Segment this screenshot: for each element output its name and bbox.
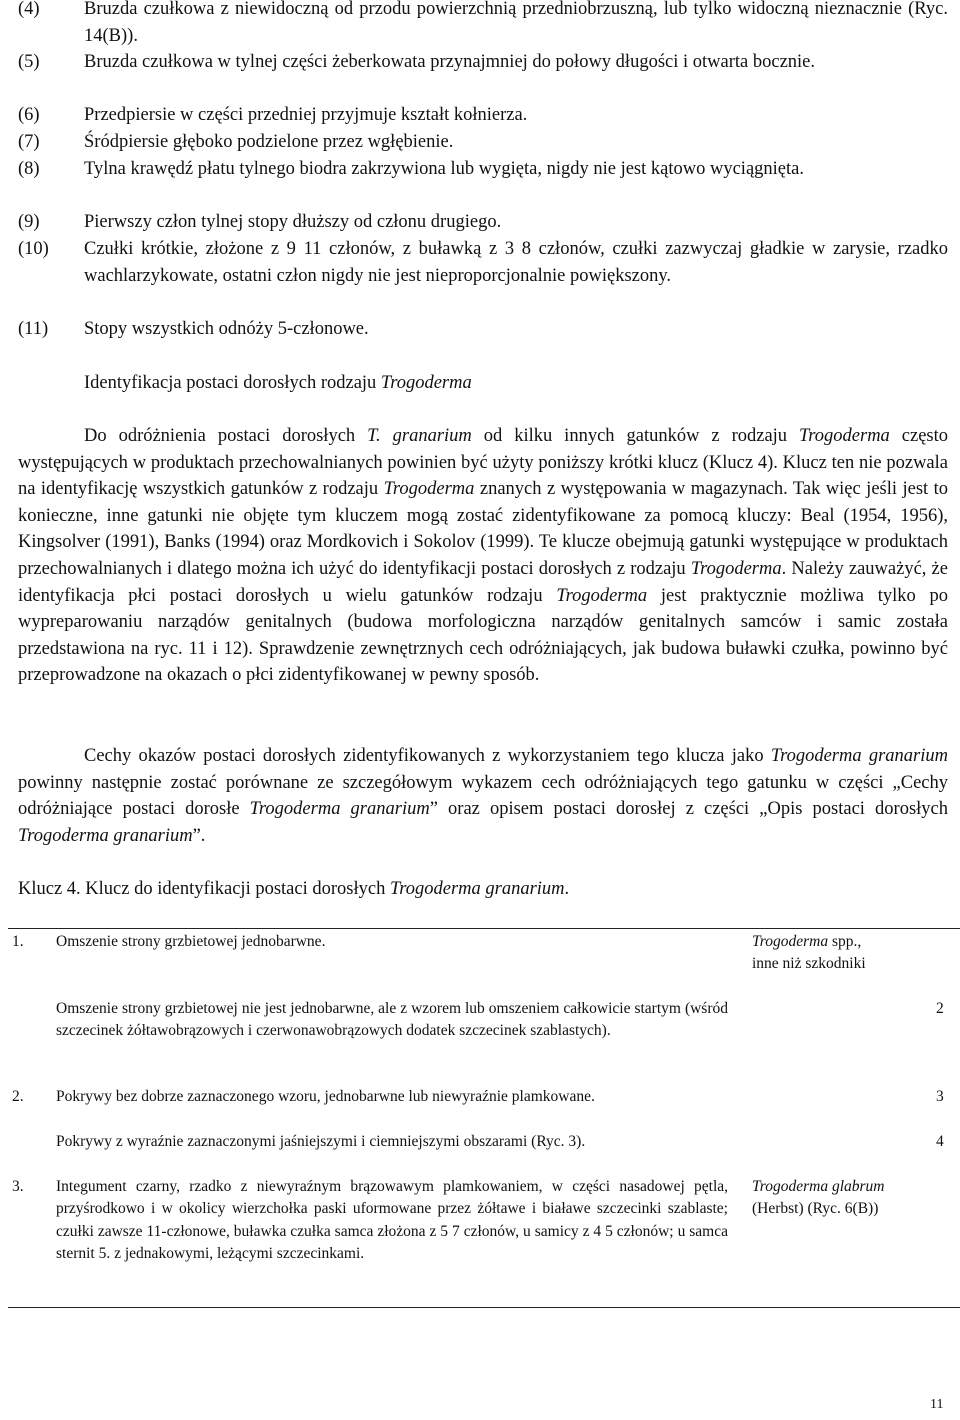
criterion-number: (8) [18,159,40,179]
criterion-item [18,0,948,49]
criterion-text: Bruzda czułkowa z niewidoczną od przodu powierzchnią przedniobrzuszną, lub tylko widoczną nieznacznie (Ryc. 14(B)). [84,0,948,46]
criterion-number: (11) [18,319,49,339]
criterion-item [18,209,948,236]
table-top-rule [8,928,960,929]
criterion-text: Tylna krawędź płatu tylnego biodra zakrzywiona lub wygięta, nigdy nie jest kątowo wyciągnięta. [84,159,804,179]
body-paragraph: Cechy okazów postaci dorosłych zidentyfikowanych z wykorzystaniem tego klucza jako Trogoderma granarium powinny następnie zostać porównane ze szczegółowym wykazem cech odróżniających tego gatunku w części „Cechy odróżniające postaci dorosłe Trogoderma granarium” oraz opisem postaci dorosłej z części „Opis postaci dorosłych Trogoderma granarium”. [18,746,949,846]
criterion-item [18,49,948,76]
criterion-item [18,129,948,156]
criterion-number: (9) [18,212,40,232]
key-title: Klucz 4. Klucz do identyfikacji postaci dorosłych Trogoderma granarium. [18,879,570,899]
criterion-item [18,316,948,343]
criterion-text: Śródpiersie głęboko podzielone przez wgłębienie. [84,132,454,152]
page-number: 11 [930,1397,944,1412]
table-bottom-rule [8,1307,960,1308]
key-row-result: Trogoderma glabrum (Herbst) (Ryc. 6(B)) [752,1178,885,1218]
key-row-number: 3. [12,1178,24,1195]
criterion-item [18,236,948,289]
key-row-result: Trogoderma spp., inne niż szkodniki [752,933,866,973]
body-paragraph: Do odróżnienia postaci dorosłych T. granarium od kilku innych gatunków z rodzaju Trogoderma często występujących w produktach przechowalnianych powinien być użyty poniższy krótki klucz (Klucz 4). Klucz ten nie pozwala na identyfikację wszystkich gatunków z rodzaju Trogoderma znanych z występowania w magazynach. Tak więc jeśli jest to konieczne, inne gatunki nie objęte tym kluczem mogą zostać zidentyfikowane za pomocą kluczy: Beal (1954, 1956), Kingsolver (1991), Banks (1994) oraz Mordkovich i Sokolov (1999). Te klucze obejmują gatunki występujące w produktach przechowalnianych i dlatego można ich użyć do identyfikacji postaci dorosłych z rodzaju Trogoderma. Należy zauważyć, że identyfikacja płci postaci dorosłych u wielu gatunków rodzaju Trogoderma jest praktycznie możliwa tylko po wypreparowaniu narządów genitalnych (budowa morfologiczna narządów genitalnych samców i samic została przedstawiona na ryc. 11 i 12). Sprawdzenie zewnętrznych cech odróżniających, jak budowa buławki czułka, powinno być przeprowadzone na okazach o płci zidentyfikowanej w pewny sposób. [18,426,948,686]
key-row-text: Omszenie strony grzbietowej nie jest jednobarwne, ale z wzorem lub omszeniem całkowicie startym (wśród szczecinek żółtawobrązowych i czerwonawobrązowych dodatek szczecinek szablastych). [56,1000,728,1040]
key-row-text: Integument czarny, rzadko z niewyraźnym brązowawym plamkowaniem, w części nasadowej pętla, przyśrodkowo i w okolicy wierzchołka paski uformowane przez żółtawe i białawe szczecinki szablaste; czułki zawsze 11-członowe, buławka czułka samca złożona z 5 7 członów, u samicy z 4 5 członów; u samca sternit 5. z jednakowymi, leżącymi szczecinkami. [56,1178,728,1262]
criterion-number: (7) [18,132,40,152]
key-row-number: 2. [12,1088,24,1105]
key-row-text: Pokrywy z wyraźnie zaznaczonymi jaśniejszymi i ciemniejszymi obszarami (Ryc. 3). [56,1133,586,1150]
key-row-target-number: 2 [936,1000,944,1017]
criterion-text: Pierwszy człon tylnej stopy dłuższy od członu drugiego. [84,212,502,232]
criterion-number: (6) [18,105,40,125]
criterion-text: Czułki krótkie, złożone z 9 11 członów, z buławką z 3 8 członów, czułki zazwyczaj gładkie w zarysie, rzadko wachlarzykowate, ostatni człon nigdy nie jest nieproporcjonalnie powiększony. [84,239,948,286]
criterion-text: Bruzda czułkowa w tylnej części żeberkowata przynajmniej do połowy długości i otwarta bocznie. [84,52,816,72]
key-row-target-number: 4 [936,1133,944,1150]
criterion-number: (10) [18,239,49,259]
criterion-text: Stopy wszystkich odnóży 5-członowe. [84,319,369,339]
key-row-number: 1. [12,933,24,950]
criterion-item [18,102,948,129]
section-heading: Identyfikacja postaci dorosłych rodzaju Trogoderma [84,373,472,393]
key-row-text: Omszenie strony grzbietowej jednobarwne. [56,933,326,950]
criterion-item [18,156,948,183]
criterion-number: (4) [18,0,40,19]
criterion-text: Przedpiersie w części przedniej przyjmuje kształt kołnierza. [84,105,528,125]
key-row-text: Pokrywy bez dobrze zaznaczonego wzoru, jednobarwne lub niewyraźnie plamkowane. [56,1088,595,1105]
criterion-number: (5) [18,52,40,72]
key-row-target-number: 3 [936,1088,944,1105]
